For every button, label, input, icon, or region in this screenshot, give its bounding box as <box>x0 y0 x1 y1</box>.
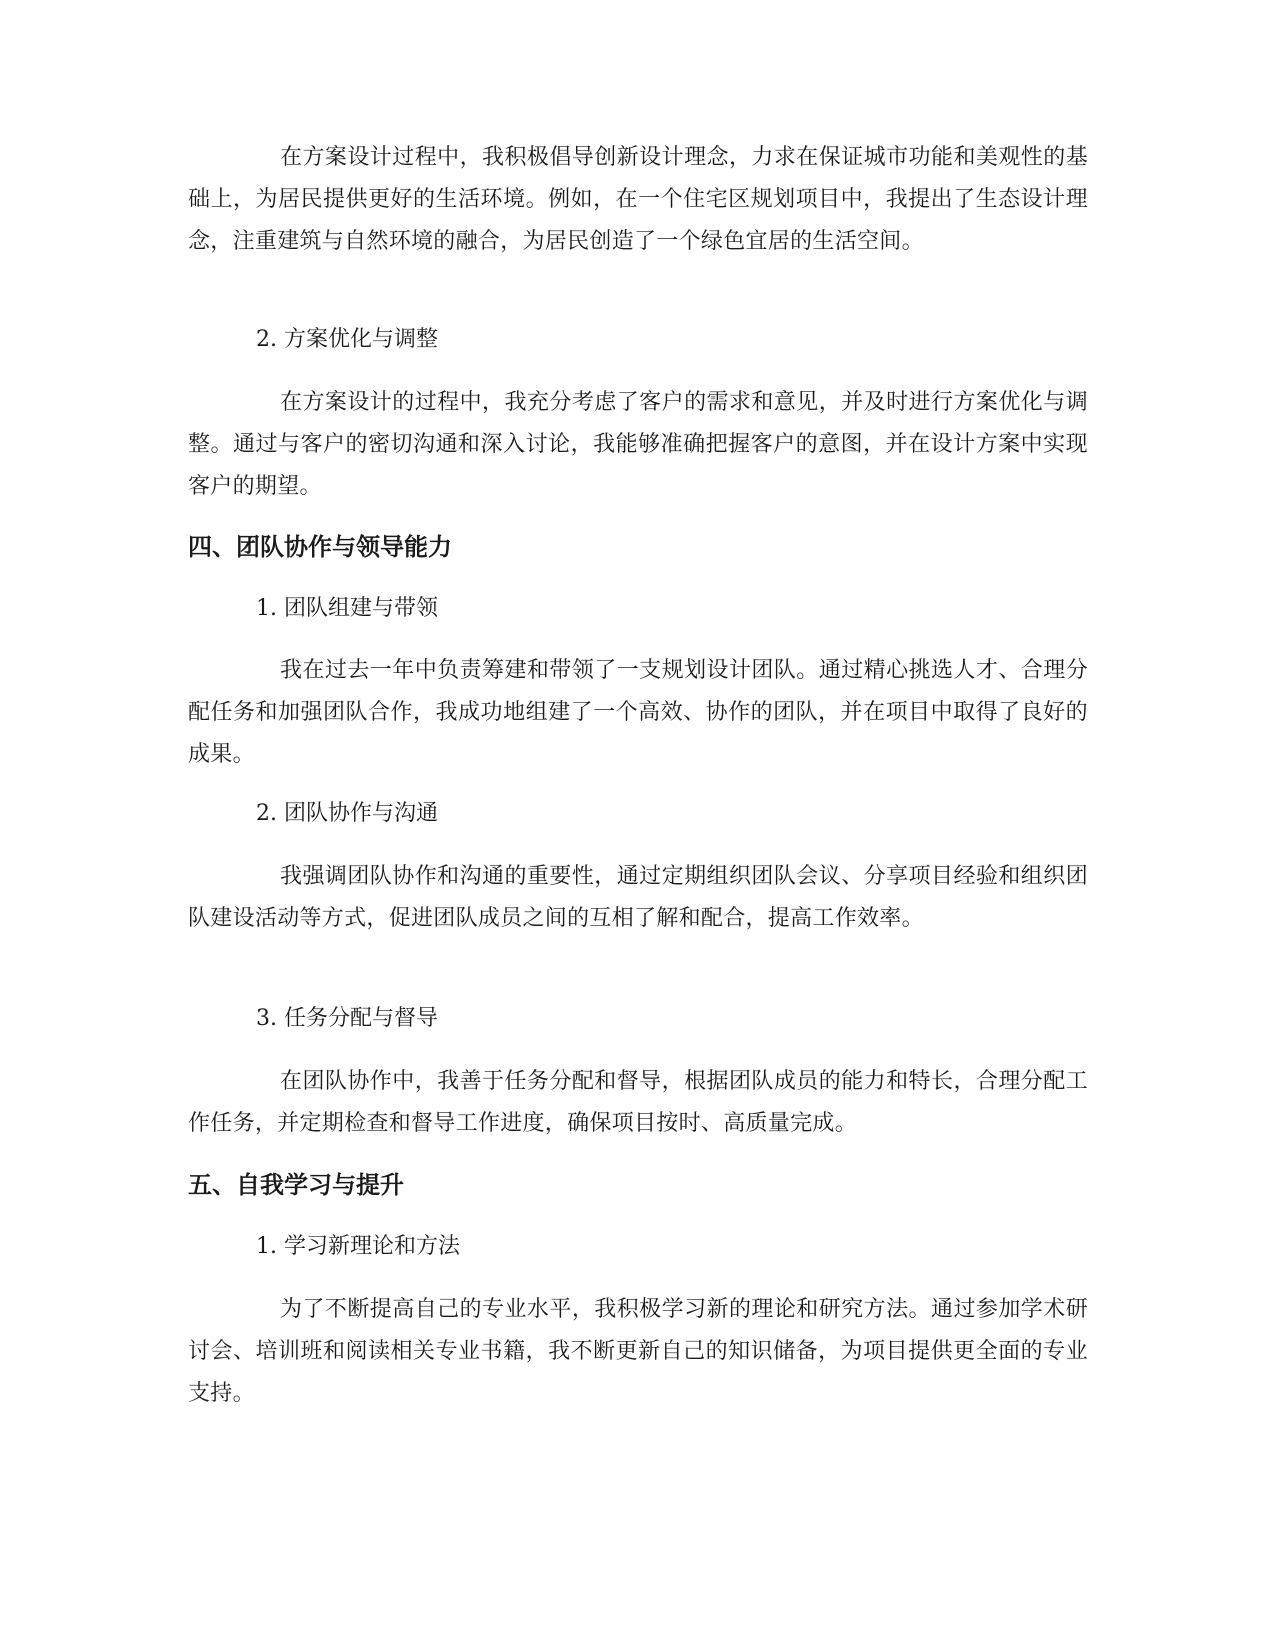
subheading-team-communication: 2. 团队协作与沟通 <box>256 801 438 826</box>
paragraph-team-building: 我在过去一年中负责筹建和带领了一支规划设计团队。通过精心挑选人才、合理分配任务和加强团队合作，我成功地组建了一个高效、协作的团队，并在项目中取得了良好的成果。 <box>188 658 1088 767</box>
paragraph-new-theories: 为了不断提高自己的专业水平，我积极学习新的理论和研究方法。通过参加学术研讨会、培训班和阅读相关专业书籍，我不断更新自己的知识储备，为项目提供更全面的专业支持。 <box>188 1297 1088 1406</box>
paragraph-team-communication: 我强调团队协作和沟通的重要性，通过定期组织团队会议、分享项目经验和组织团队建设活动等方式，促进团队成员之间的互相了解和配合，提高工作效率。 <box>188 864 1088 931</box>
subheading-plan-optimization: 2. 方案优化与调整 <box>256 327 438 352</box>
section-heading-teamwork: 四、团队协作与领导能力 <box>188 533 452 561</box>
paragraph-innovative-design: 在方案设计过程中，我积极倡导创新设计理念，力求在保证城市功能和美观性的基础上，为居民提供更好的生活环境。例如，在一个住宅区规划项目中，我提出了生态设计理念，注重建筑与自然环境的融合，为居民创造了一个绿色宜居的生活空间。 <box>188 145 1088 254</box>
section-heading-self-learning: 五、自我学习与提升 <box>188 1171 404 1199</box>
subheading-task-assignment: 3. 任务分配与督导 <box>256 1006 438 1031</box>
paragraph-task-assignment: 在团队协作中，我善于任务分配和督导，根据团队成员的能力和特长，合理分配工作任务，并定期检查和督导工作进度，确保项目按时、高质量完成。 <box>188 1069 1088 1136</box>
subheading-new-theories: 1. 学习新理论和方法 <box>256 1234 460 1259</box>
paragraph-plan-optimization: 在方案设计的过程中，我充分考虑了客户的需求和意见，并及时进行方案优化与调整。通过与客户的密切沟通和深入讨论，我能够准确把握客户的意图，并在设计方案中实现客户的期望。 <box>188 390 1088 499</box>
subheading-team-building: 1. 团队组建与带领 <box>256 596 438 621</box>
